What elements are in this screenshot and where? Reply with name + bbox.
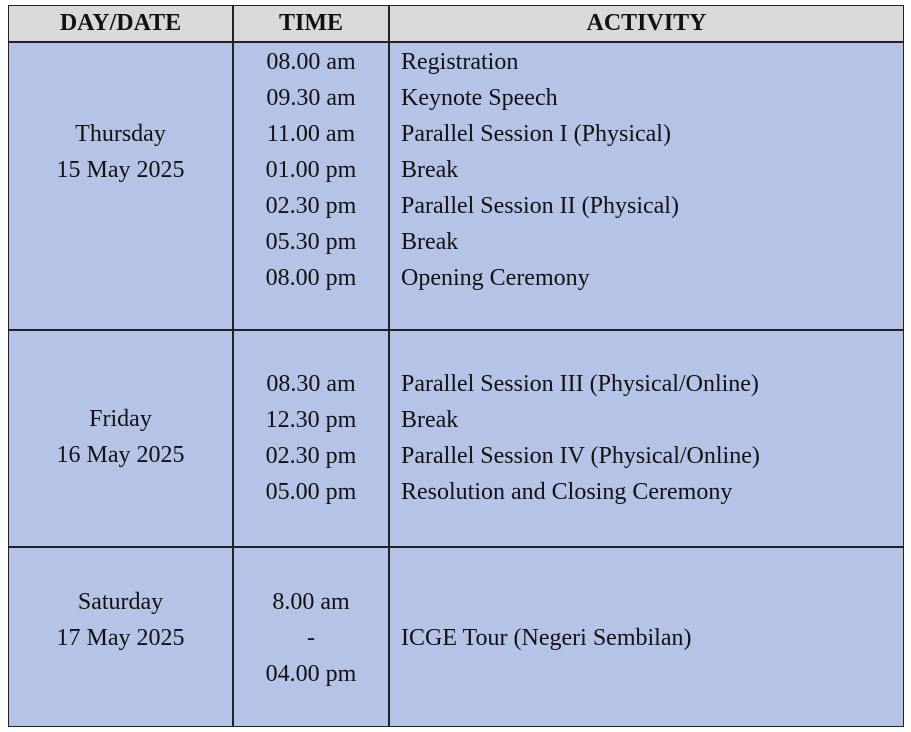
activity-cell-friday [401, 366, 901, 510]
header-time: TIME [278, 10, 343, 36]
header-day-date: DAY/DATE [59, 10, 182, 36]
activity-entry: Opening Ceremony [401, 265, 590, 291]
activity-entry: Resolution and Closing Ceremony [401, 479, 733, 505]
time-entry: 09.30 am [266, 85, 356, 111]
day-name: Friday [89, 406, 152, 432]
day-date: 15 May 2025 [56, 157, 185, 183]
row-divider [9, 329, 903, 331]
day-cell-friday [9, 401, 232, 473]
activity-entry: Break [401, 407, 459, 433]
activity-entry: Break [401, 157, 459, 183]
day-name: Saturday [77, 589, 164, 615]
time-cell-saturday [234, 584, 388, 692]
header-activity: ACTIVITY [586, 10, 707, 36]
activity-cell-saturday [401, 620, 901, 656]
column-divider [388, 6, 390, 726]
schedule-table [8, 5, 904, 727]
time-cell-thursday [234, 44, 388, 296]
activity-entry: Parallel Session IV (Physical/Online) [401, 443, 760, 469]
time-entry: 08.00 pm [265, 265, 357, 291]
day-name: Thursday [75, 121, 166, 147]
activity-entry: Parallel Session III (Physical/Online) [401, 371, 759, 397]
time-entry: 04.00 pm [265, 661, 357, 687]
time-entry: - [307, 625, 315, 651]
activity-entry: Parallel Session II (Physical) [401, 193, 679, 219]
day-cell-saturday [9, 584, 232, 656]
time-entry: 02.30 pm [265, 193, 357, 219]
time-entry: 11.00 am [266, 121, 356, 147]
row-divider [9, 546, 903, 548]
time-entry: 12.30 pm [265, 407, 357, 433]
activity-cell-thursday [401, 44, 901, 296]
day-cell-thursday [9, 116, 232, 188]
time-entry: 05.30 pm [265, 229, 357, 255]
time-entry: 05.00 pm [265, 479, 357, 505]
activity-entry: ICGE Tour (Negeri Sembilan) [401, 625, 692, 651]
time-entry: 8.00 am [272, 589, 350, 615]
time-cell-friday [234, 366, 388, 510]
time-entry: 08.30 am [266, 371, 356, 397]
activity-entry: Keynote Speech [401, 85, 558, 111]
activity-entry: Registration [401, 49, 519, 75]
activity-entry: Parallel Session I (Physical) [401, 121, 671, 147]
time-entry: 01.00 pm [265, 157, 357, 183]
day-date: 17 May 2025 [56, 625, 185, 651]
time-entry: 08.00 am [266, 49, 356, 75]
table-header-row [9, 6, 903, 43]
activity-entry: Break [401, 229, 459, 255]
day-date: 16 May 2025 [56, 442, 185, 468]
time-entry: 02.30 pm [265, 443, 357, 469]
